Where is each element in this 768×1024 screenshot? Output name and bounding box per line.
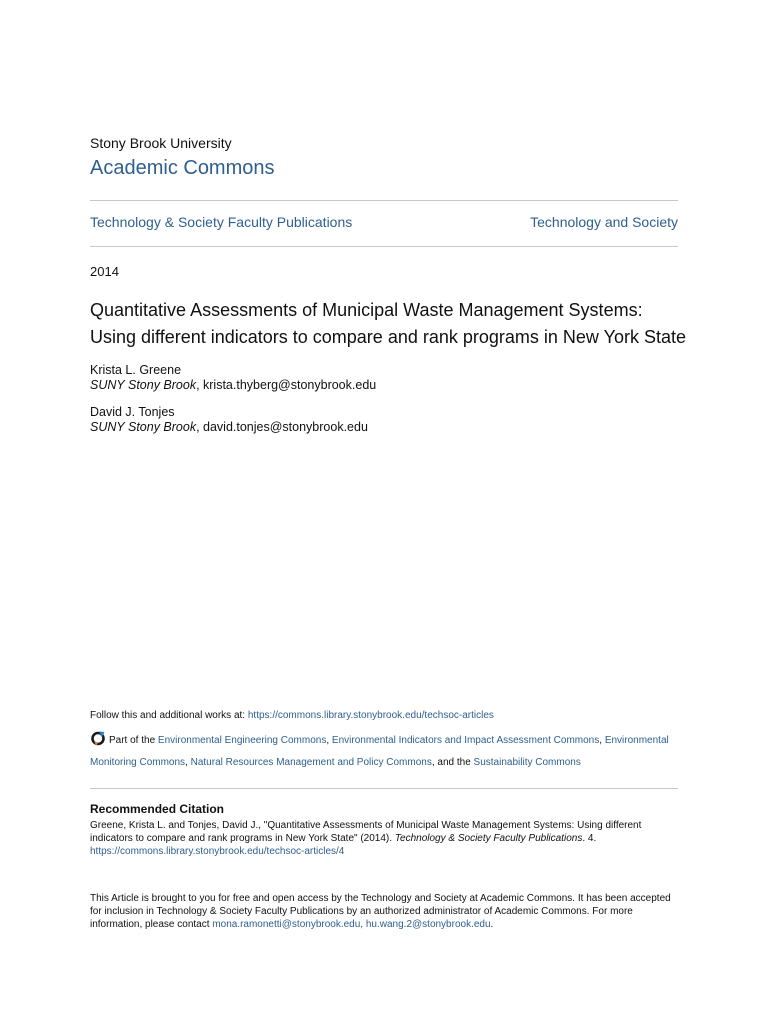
affiliation-name: SUNY Stony Brook — [90, 420, 197, 434]
follow-link[interactable]: https://commons.library.stonybrook.edu/techsoc-articles — [247, 710, 494, 721]
bepress-network-icon — [90, 730, 106, 746]
author-name: Krista L. Greene — [90, 363, 182, 377]
author-affiliation — [90, 378, 376, 393]
author-name: David J. Tonjes — [90, 405, 175, 419]
university-name: Stony Brook University — [90, 135, 232, 151]
recommended-citation-heading: Recommended Citation — [90, 802, 225, 816]
and-the-separator: , and the — [431, 757, 474, 768]
divider-nav — [90, 246, 678, 247]
contact-emails[interactable]: mona.ramonetti@stonybrook.edu, hu.wang.2@stonybrook.edu — [212, 919, 491, 930]
part-of-prefix: Part of the — [109, 735, 158, 746]
title-line-1: Quantitative Assessments of Municipal Waste Management Systems: — [90, 300, 643, 320]
commons-link-environmental-monitoring[interactable]: Environmental Monitoring Commons — [90, 735, 669, 768]
follow-text: Follow this and additional works at: — [90, 710, 248, 721]
author-affiliation — [90, 420, 368, 435]
author-email: , krista.thyberg@stonybrook.edu — [196, 378, 377, 392]
access-notice — [90, 892, 678, 931]
citation-body: Greene, Krista L. and Tonjes, David J., "Quantitative Assessments of Municipal Waste Management Systems: Using different indicators to compare and rank programs in New York State" (2014). — [90, 820, 642, 844]
author-email: , david.tonjes@stonybrook.edu — [196, 420, 368, 434]
title-line-2: Using different indicators to compare and rank programs in New York State — [90, 327, 686, 347]
academic-commons-link[interactable]: Academic Commons — [90, 157, 275, 179]
citation-number: . 4. — [582, 833, 597, 844]
commons-link-environmental-indicators[interactable]: Environmental Indicators and Impact Assessment Commons — [331, 735, 600, 746]
affiliation-name: SUNY Stony Brook — [90, 378, 197, 392]
citation-journal: Technology & Society Faculty Publications — [394, 833, 583, 844]
separator: , — [326, 735, 332, 746]
commons-link-natural-resources[interactable]: Natural Resources Management and Policy Commons — [190, 757, 432, 768]
separator: , — [599, 735, 605, 746]
series-link[interactable]: Technology & Society Faculty Publications — [90, 214, 353, 230]
commons-link-environmental-engineering[interactable]: Environmental Engineering Commons — [157, 735, 327, 746]
commons-link-sustainability[interactable]: Sustainability Commons — [473, 757, 581, 768]
divider-top — [90, 200, 678, 201]
notice-text: This Article is brought to you for free and open access by the Technology and Society at Academic Commons. It has been accepted for inclusion in Technology & Society Faculty Publications by an authorized administrator of Academic Commons. For more information, please contact — [90, 893, 671, 930]
citation-url[interactable]: https://commons.library.stonybrook.edu/techsoc-articles/4 — [90, 846, 345, 857]
part-of-line — [90, 730, 680, 774]
citation-text — [90, 819, 678, 858]
article-title — [90, 297, 690, 351]
divider-citation — [90, 788, 678, 789]
separator: , — [185, 757, 191, 768]
notice-end: . — [490, 919, 494, 930]
author-block — [90, 405, 368, 435]
publication-year: 2014 — [90, 264, 119, 279]
author-block — [90, 363, 376, 393]
follow-line — [90, 709, 494, 722]
department-link[interactable]: Technology and Society — [530, 214, 678, 230]
